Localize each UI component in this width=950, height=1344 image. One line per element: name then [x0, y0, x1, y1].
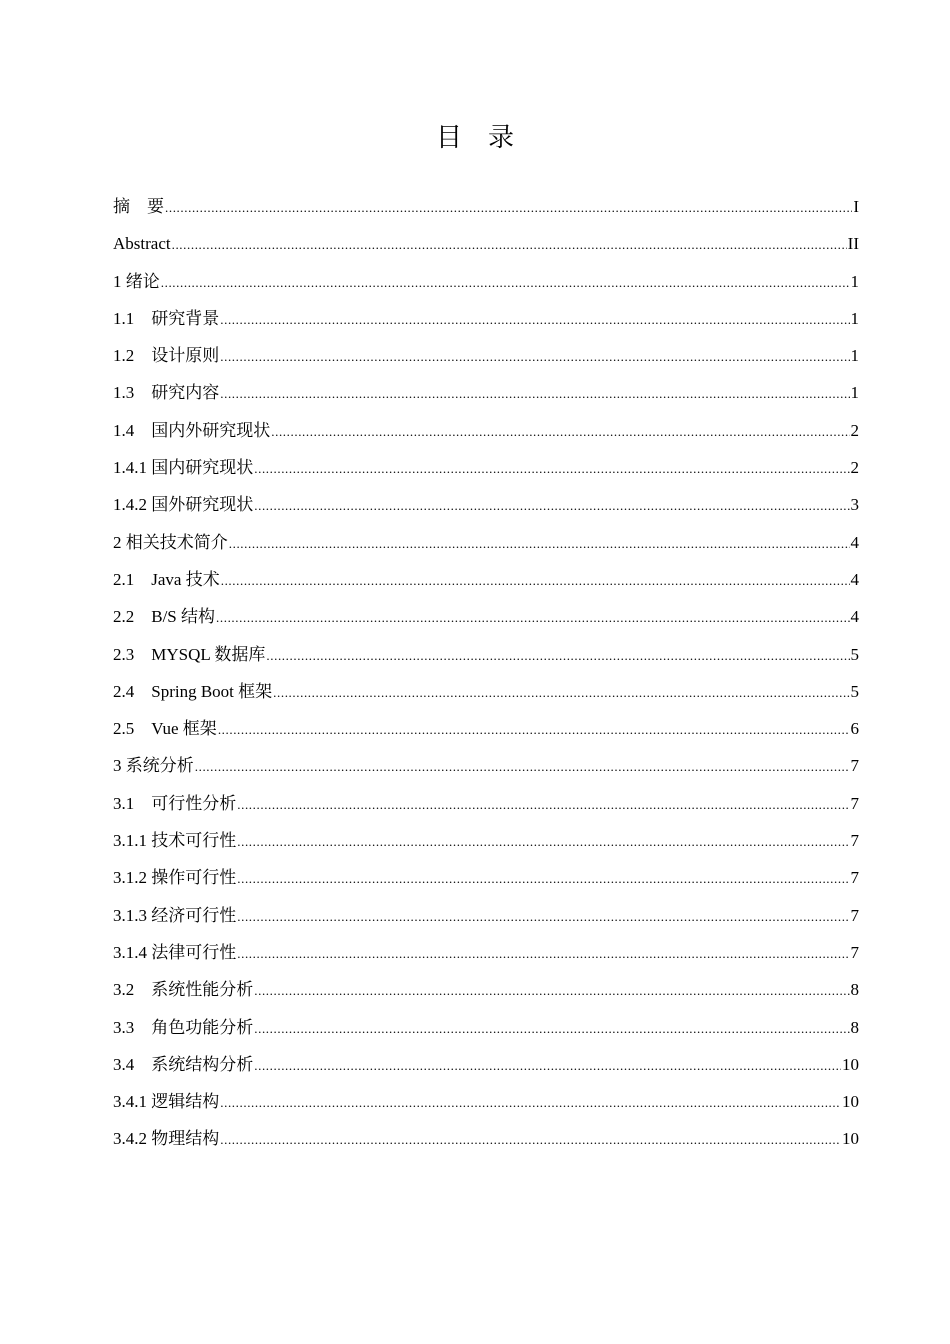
toc-dot-leader [172, 226, 847, 263]
toc-dot-leader [254, 1010, 849, 1047]
toc-entry-label: 3.4.1 逻辑结构 [113, 1092, 220, 1112]
toc-title-char-2: 录 [488, 123, 515, 153]
toc-entry-page-number: 8 [850, 980, 859, 1000]
toc-entry-page-number: 3 [850, 495, 859, 515]
toc-entry[interactable] [113, 971, 859, 1008]
toc-entry-label: 1.1 研究背景 [113, 308, 220, 328]
toc-entry-page-number: 7 [850, 868, 859, 888]
toc-entry-page-number: 4 [850, 569, 859, 589]
toc-entry-label: Abstract [113, 234, 171, 254]
toc-entry-label: 2.5 Vue 框架 [113, 719, 217, 739]
toc-entry[interactable] [113, 374, 859, 411]
toc-entry[interactable] [113, 897, 859, 934]
toc-entry-label: 2.3 MYSQL 数据库 [113, 644, 266, 664]
toc-entry-page-number: 7 [850, 905, 859, 925]
toc-entry-label: 3.3 角色功能分析 [113, 1017, 254, 1037]
toc-title-char-1: 目 [435, 123, 462, 153]
toc-entry-label: 1.4.2 国外研究现状 [113, 495, 254, 515]
toc-entry-label: 3.2 系统性能分析 [113, 980, 254, 1000]
toc-entry-page-number: 1 [850, 308, 859, 328]
toc-entry[interactable] [113, 1083, 859, 1120]
toc-dot-leader [237, 935, 849, 972]
toc-entry-label: 2.4 Spring Boot 框架 [113, 681, 273, 701]
toc-entry[interactable] [113, 225, 859, 262]
toc-entry-label: 3.4.2 物理结构 [113, 1129, 220, 1149]
toc-entry[interactable] [113, 934, 859, 971]
toc-entry-page-number: 7 [850, 756, 859, 776]
toc-entry[interactable] [113, 449, 859, 486]
toc-entry-page-number: 1 [850, 383, 859, 403]
toc-entry-label: 3.1.3 经济可行性 [113, 905, 237, 925]
toc-entry[interactable] [113, 1009, 859, 1046]
toc-dot-leader [220, 1121, 841, 1158]
toc-entry[interactable] [113, 785, 859, 822]
toc-dot-leader [220, 338, 849, 375]
toc-dot-leader [266, 637, 849, 674]
toc-dot-leader [237, 860, 849, 897]
toc-entry[interactable] [113, 561, 859, 598]
toc-entry[interactable] [113, 412, 859, 449]
toc-entry-page-number: 2 [850, 420, 859, 440]
toc-dot-leader [237, 898, 849, 935]
toc-entry-label: 3.4 系统结构分析 [113, 1054, 254, 1074]
toc-entry[interactable] [113, 822, 859, 859]
toc-entry-page-number: 4 [850, 607, 859, 627]
toc-entry-label: 1.2 设计原则 [113, 346, 220, 366]
toc-dot-leader [229, 525, 850, 562]
toc-entry-label: 2.1 Java 技术 [113, 569, 220, 589]
toc-dot-leader [161, 264, 850, 301]
toc-entry-page-number: 6 [850, 719, 859, 739]
toc-dot-leader [220, 1084, 841, 1121]
toc-entry[interactable] [113, 747, 859, 784]
toc-dot-leader [237, 823, 849, 860]
toc-entry[interactable] [113, 300, 859, 337]
toc-dot-leader [165, 189, 852, 226]
toc-entry[interactable] [113, 636, 859, 673]
toc-entry[interactable] [113, 859, 859, 896]
toc-entry-page-number: 10 [842, 1054, 859, 1074]
toc-entry-page-number: 2 [850, 458, 859, 478]
toc-entry-page-number: 7 [850, 793, 859, 813]
toc-entry-page-number: 10 [842, 1129, 859, 1149]
toc-entry-label: 1.3 研究内容 [113, 383, 220, 403]
toc-entry-page-number: 8 [850, 1017, 859, 1037]
toc-dot-leader [218, 711, 850, 748]
toc-entry[interactable] [113, 1120, 859, 1157]
toc-entry-label: 3.1.2 操作可行性 [113, 868, 237, 888]
toc-dot-leader [273, 674, 849, 711]
toc-entry-label: 1 绪论 [113, 271, 160, 291]
toc-entry[interactable] [113, 337, 859, 374]
toc-entry-page-number: 7 [850, 831, 859, 851]
toc-entry[interactable] [113, 263, 859, 300]
toc-entry-label: 2.2 B/S 结构 [113, 607, 216, 627]
toc-entry[interactable] [113, 1046, 859, 1083]
toc-entry[interactable] [113, 673, 859, 710]
toc-entry-label: 摘 要 [113, 197, 164, 216]
toc-dot-leader [195, 748, 850, 785]
toc-entry-label: 3.1.1 技术可行性 [113, 831, 237, 851]
toc-entry-page-number: II [847, 234, 859, 254]
toc-entry[interactable] [113, 188, 859, 225]
toc-dot-leader [254, 450, 849, 487]
toc-entry[interactable] [113, 598, 859, 635]
toc-dot-leader [216, 599, 849, 636]
toc-dot-leader [254, 487, 849, 524]
toc-entry-page-number: 1 [850, 346, 859, 366]
toc-title [0, 118, 950, 158]
toc-entry-label: 2 相关技术简介 [113, 532, 228, 552]
toc-entry-page-number: 1 [850, 271, 859, 291]
toc-dot-leader [220, 375, 849, 412]
toc-entry-label: 1.4.1 国内研究现状 [113, 458, 254, 478]
toc-entry-page-number: I [853, 197, 859, 216]
toc-entry-label: 3.1 可行性分析 [113, 793, 237, 813]
toc-dot-leader [271, 413, 849, 450]
toc-list [113, 188, 859, 1158]
toc-entry-label: 3 系统分析 [113, 756, 194, 776]
toc-entry[interactable] [113, 486, 859, 523]
toc-dot-leader [254, 972, 849, 1009]
toc-entry[interactable] [113, 524, 859, 561]
toc-dot-leader [237, 786, 849, 823]
toc-entry[interactable] [113, 710, 859, 747]
toc-dot-leader [254, 1047, 841, 1084]
toc-entry-page-number: 4 [850, 532, 859, 552]
toc-entry-page-number: 5 [850, 644, 859, 664]
toc-entry-page-number: 7 [850, 942, 859, 962]
toc-entry-label: 1.4 国内外研究现状 [113, 420, 271, 440]
toc-entry-page-number: 10 [842, 1092, 859, 1112]
toc-entry-page-number: 5 [850, 681, 859, 701]
toc-dot-leader [220, 301, 849, 338]
toc-entry-label: 3.1.4 法律可行性 [113, 942, 237, 962]
toc-dot-leader [221, 562, 850, 599]
